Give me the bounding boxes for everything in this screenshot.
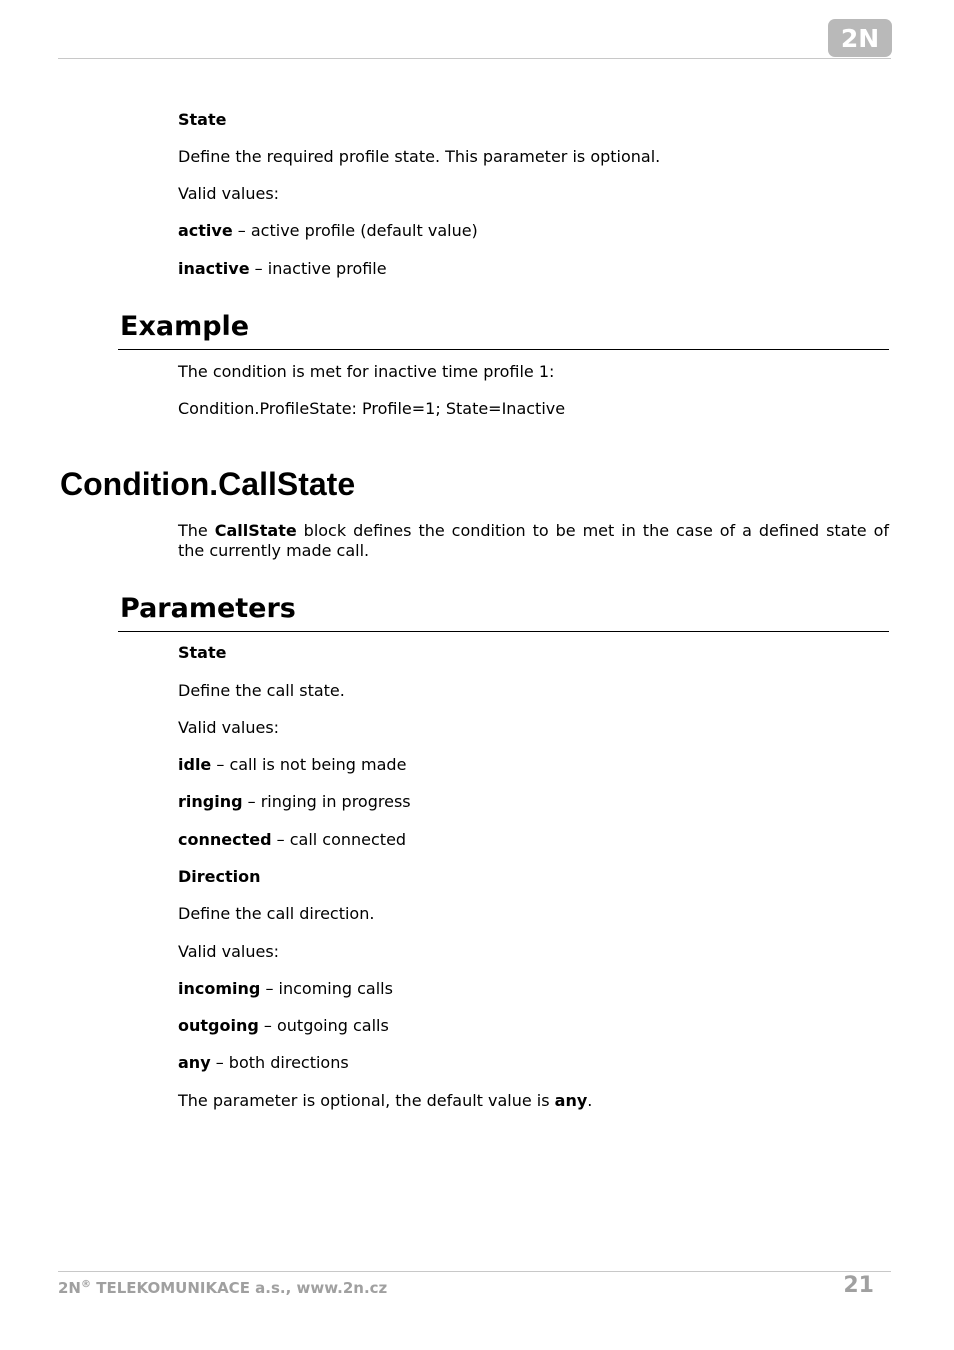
value-ringing: ringing – ringing in progress [178,792,411,811]
direction-note: The parameter is optional, the default value is any. [178,1091,593,1110]
example-text: The condition is met for inactive time profile 1: [178,362,555,381]
brand-logo [828,19,892,57]
value-connected: connected – call connected [178,830,407,849]
param-direction-description: Define the call direction. [178,904,375,923]
valid-values-label: Valid values: [178,184,280,203]
state-description: Define the required profile state. This parameter is optional. [178,147,661,166]
value-idle: idle – call is not being made [178,755,407,774]
value-active: active – active profile (default value) [178,221,478,240]
param-direction-title: Direction [178,867,261,886]
value-inactive: inactive – inactive profile [178,259,387,278]
example-code: Condition.ProfileState: Profile=1; State=Inactive [178,399,566,418]
callstate-heading: Condition.CallState [60,466,356,502]
value-outgoing: outgoing – outgoing calls [178,1016,389,1035]
callstate-intro: The CallState block defines the condition to be met in the case of a defined state of the currently made call. [178,521,889,560]
header-rule [58,58,891,59]
page-number: 21 [843,1273,874,1298]
example-heading: Example [120,311,250,342]
param-direction-valid-label: Valid values: [178,942,280,961]
value-any: any – both directions [178,1053,349,1072]
param-state-valid-label: Valid values: [178,718,280,737]
footer-rule [58,1271,891,1272]
param-state-description: Define the call state. [178,681,345,700]
state-title: State [178,110,227,129]
param-state-title: State [178,643,227,662]
logo-text: 2N [840,23,880,53]
parameters-heading-rule [118,631,889,632]
footer-company: 2N® TELEKOMUNIKACE a.s., www.2n.cz [58,1279,388,1297]
example-heading-rule [118,349,889,350]
value-incoming: incoming – incoming calls [178,979,393,998]
parameters-heading: Parameters [120,593,296,624]
